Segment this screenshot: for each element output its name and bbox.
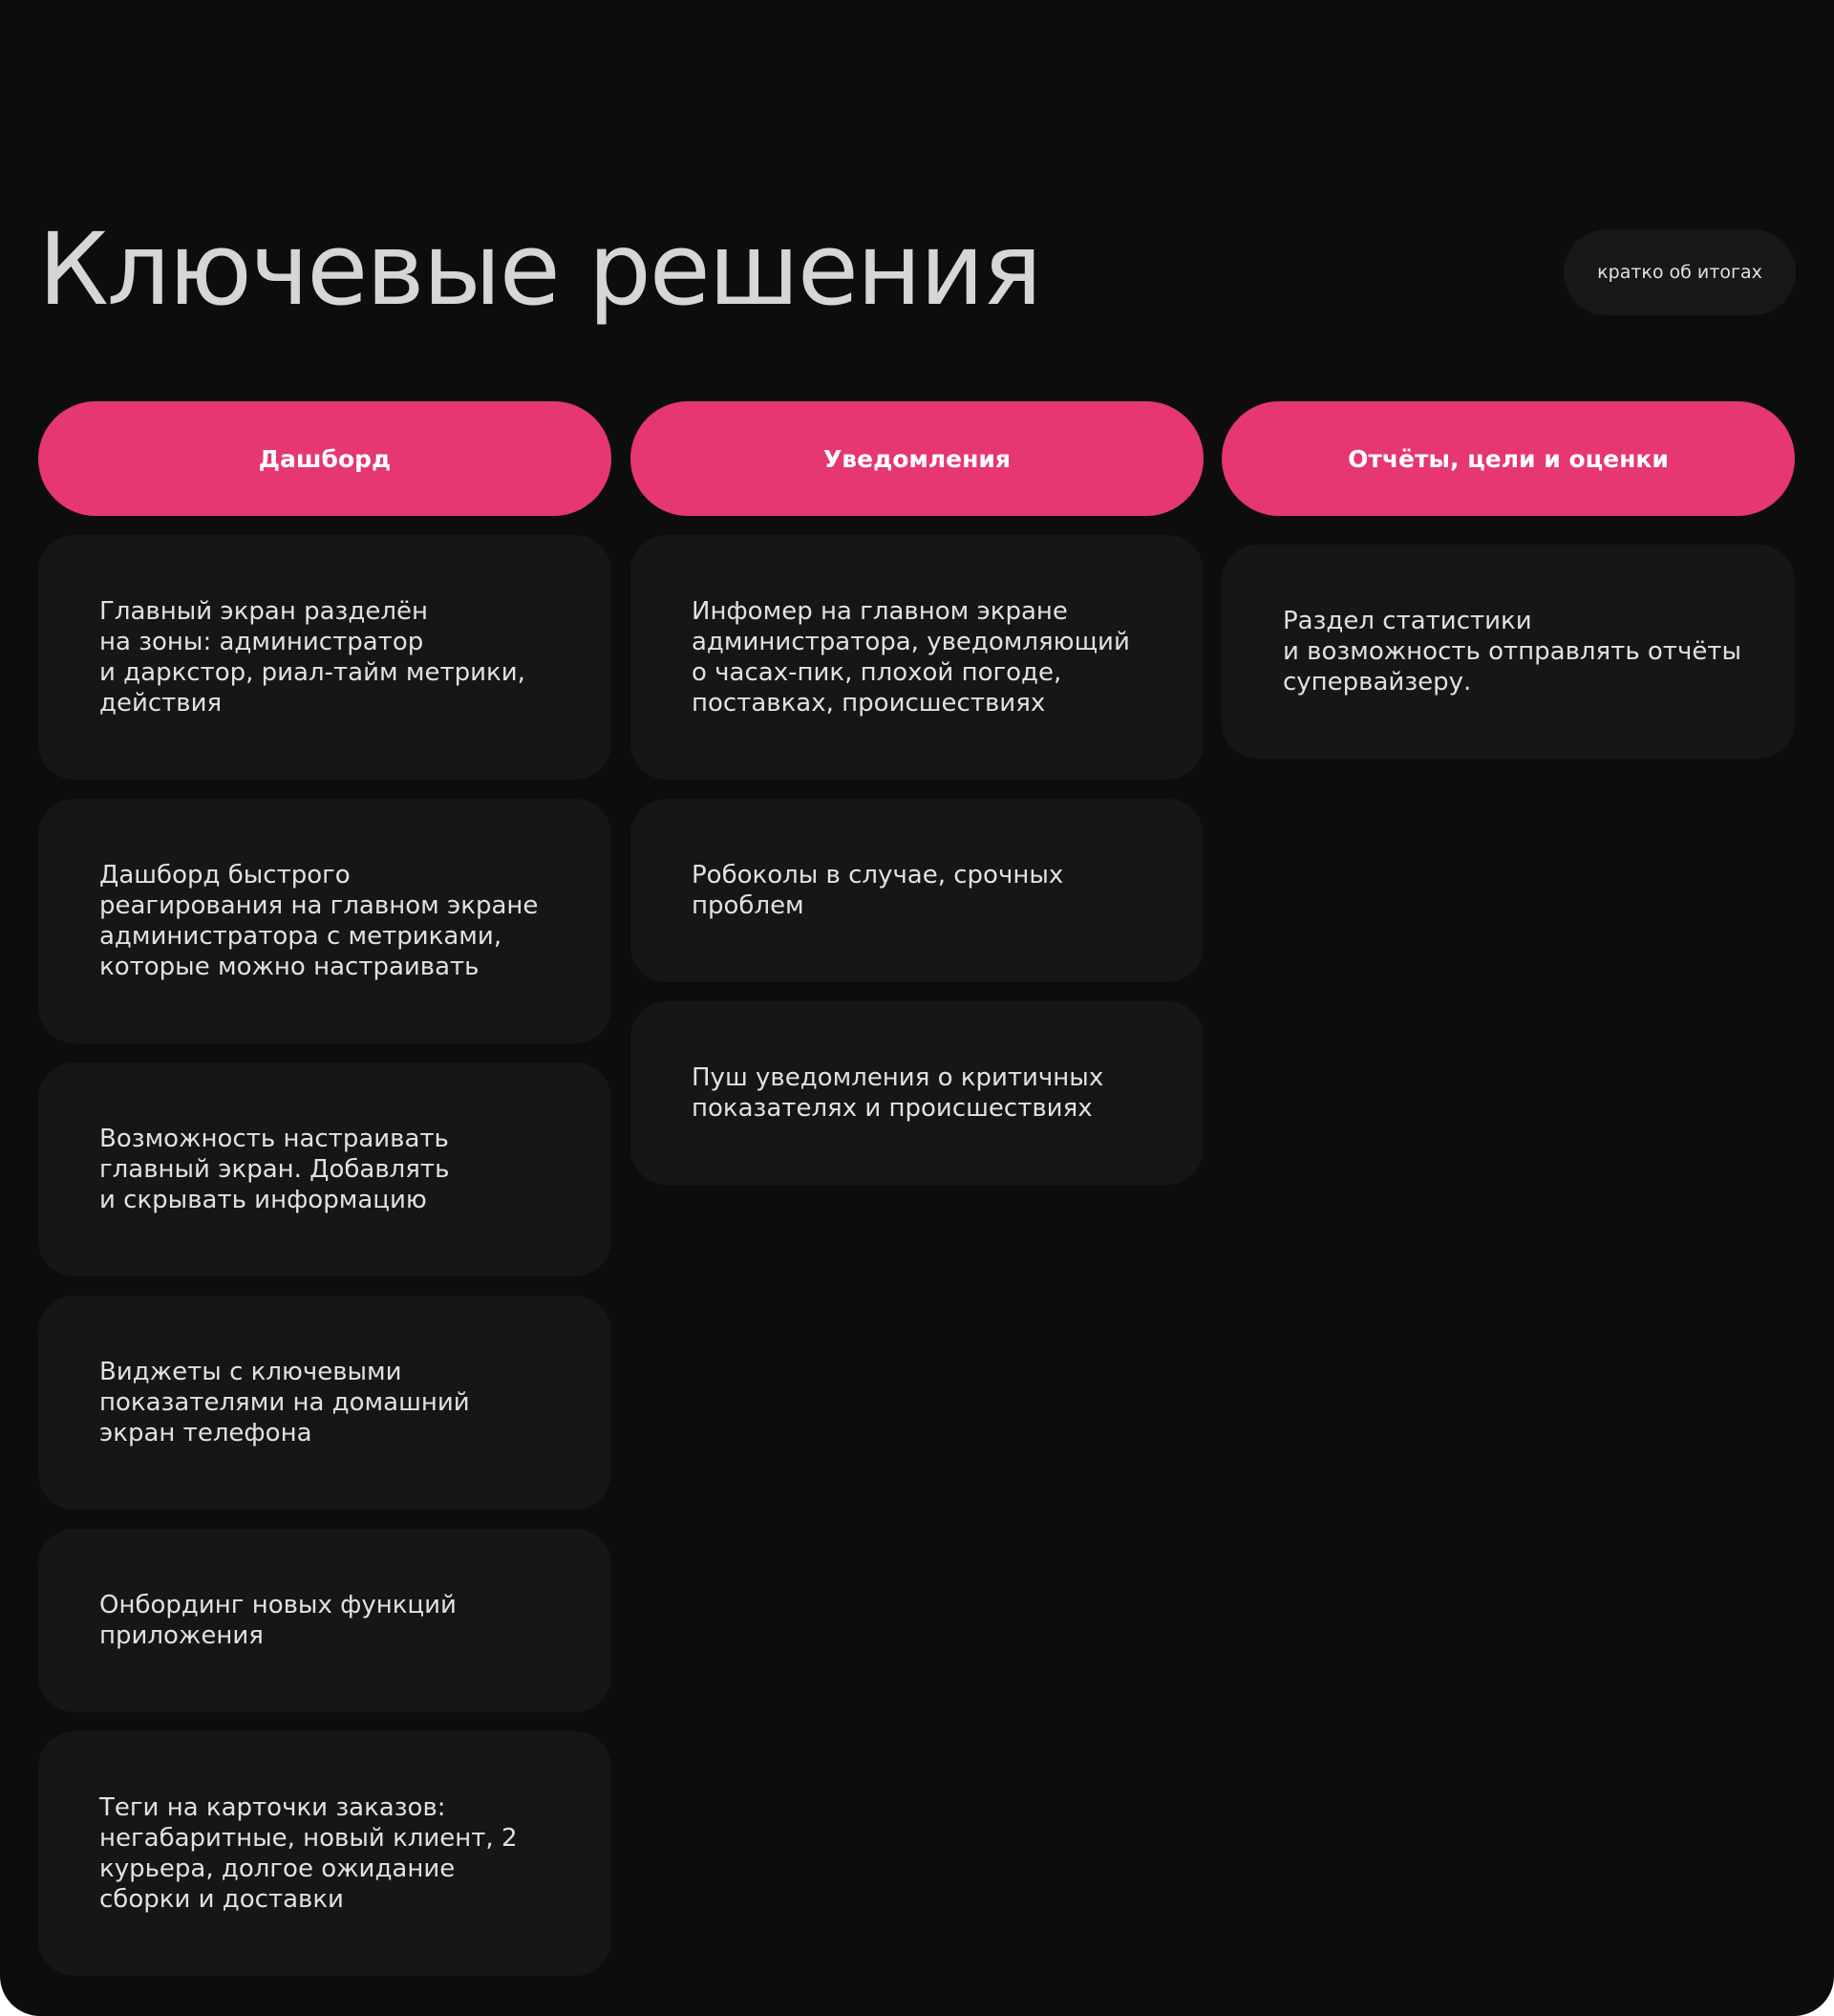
column-header-dashboard[interactable]: Дашборд [38,401,611,516]
card-text: Виджеты с ключевыми показателями на домашний экран телефона [99,1358,470,1448]
card-reports-statistics [1222,545,1795,759]
column-header-reports[interactable]: Отчёты, цели и оценки [1222,401,1795,516]
column-dashboard [38,401,611,1914]
card-dashboard-onboarding [38,1529,611,1712]
card-notifications-push [630,1001,1204,1185]
column-header-notifications[interactable]: Уведомления [630,401,1204,516]
column-reports [1222,401,1795,697]
card-text: Теги на карточки заказов: негабаритные, новый клиент, 2 курьера, долгое ожидание сборки и доставки [99,1793,518,1914]
card-text: Главный экран разделён на зоны: администратор и даркстор, риал-тайм метрики, действия [99,597,525,718]
card-text: Раздел статистики и возможность отправлять отчёты супервайзеру. [1283,607,1741,697]
card-notifications-robocalls [630,799,1204,982]
card-text: Дашборд быстрого реагирования на главном экране администратора с метриками, которые можно настраивать [99,861,539,981]
page-title: Ключевые решения [38,211,1041,328]
card-text: Инфомер на главном экране администратора, уведомляющий о часах-пик, плохой погоде, поставках, происшествиях [692,597,1130,718]
card-dashboard-widgets [38,1296,611,1510]
summary-button[interactable]: кратко об итогах [1564,229,1796,315]
card-dashboard-customize [38,1062,611,1276]
column-notifications [630,401,1204,1123]
card-text: Возможность настраивать главный экран. Добавлять и скрывать информацию [99,1125,450,1214]
card-text: Онбординг новых функций приложения [99,1591,457,1650]
card-text: Пуш уведомления о критичных показателях и происшествиях [692,1063,1104,1123]
card-dashboard-main-screen [38,535,611,780]
card-dashboard-quick-response [38,799,611,1043]
card-dashboard-order-tags [38,1731,611,1976]
card-notifications-informer [630,535,1204,780]
card-text: Робоколы в случае, срочных проблем [692,861,1064,920]
